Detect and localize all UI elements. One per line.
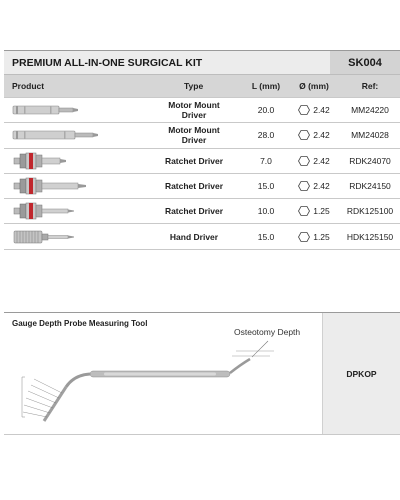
header-length: L (mm) [251, 81, 281, 91]
row-diameter: 1.25 [288, 232, 340, 242]
hexagon-icon [298, 105, 310, 115]
row-length: 15.0 [257, 231, 275, 242]
row-type: Motor Mount Driver [168, 125, 220, 146]
osteotomy-depth-label: Osteotomy Depth [234, 327, 301, 337]
row-ref: MM24028 [351, 130, 389, 141]
row-type: Ratchet Driver [164, 155, 224, 166]
header-type: Type [184, 81, 204, 91]
table-header [4, 74, 400, 97]
row-length: 10.0 [257, 206, 275, 217]
row-length: 7.0 [260, 155, 272, 166]
hexagon-icon [298, 181, 310, 191]
row-ref: RDK24150 [349, 181, 391, 192]
product-image [4, 123, 144, 147]
ratchet-driver-icon [12, 176, 92, 196]
row-diameter: 2.42 [288, 181, 340, 191]
row-type: Ratchet Driver [164, 206, 224, 217]
table-row [4, 97, 400, 122]
gauge-ref: DPKOP [322, 313, 400, 434]
table-row [4, 148, 400, 173]
hand-driver-icon [12, 227, 82, 247]
header-ref: Ref: [361, 81, 379, 91]
kit-code: SK004 [330, 51, 400, 74]
table-row [4, 122, 400, 147]
depth-probe-icon [4, 313, 322, 434]
header-diameter: Ø (mm) [299, 81, 329, 91]
gauge-section [4, 312, 400, 435]
row-diameter: 2.42 [288, 156, 340, 166]
row-type: Hand Driver [169, 231, 219, 242]
motor-mount-driver-short-icon [12, 103, 82, 117]
table-row [4, 198, 400, 223]
header-product: Product [12, 81, 45, 91]
product-image [4, 199, 144, 223]
row-diameter: 2.42 [288, 105, 340, 115]
product-image [4, 98, 144, 122]
row-length: 15.0 [257, 181, 275, 192]
hexagon-icon [298, 130, 310, 140]
table-row [4, 223, 400, 249]
motor-mount-driver-long-icon [12, 128, 102, 142]
gauge-title: Gauge Depth Probe Measuring Tool [12, 319, 148, 328]
ratchet-driver-icon [12, 151, 76, 171]
product-image [4, 174, 144, 198]
kit-title-row [4, 50, 400, 74]
row-length: 20.0 [257, 105, 275, 116]
row-diameter: 1.25 [288, 206, 340, 216]
gauge-image-panel [4, 313, 322, 434]
row-length: 28.0 [257, 130, 275, 141]
product-image [4, 224, 144, 248]
row-type: Motor Mount Driver [168, 100, 220, 121]
kit-table [4, 50, 400, 250]
product-image [4, 149, 144, 173]
row-ref: RDK125100 [346, 206, 394, 217]
row-ref: HDK125150 [346, 231, 394, 242]
hexagon-icon [298, 232, 310, 242]
ratchet-driver-icon [12, 201, 82, 221]
hexagon-icon [298, 206, 310, 216]
row-diameter: 2.42 [288, 130, 340, 140]
table-row [4, 173, 400, 198]
kit-title: PREMIUM ALL-IN-ONE SURGICAL KIT [12, 56, 203, 69]
row-type: Ratchet Driver [164, 181, 224, 192]
row-ref: RDK24070 [349, 155, 391, 166]
row-ref: MM24220 [351, 105, 389, 116]
hexagon-icon [298, 156, 310, 166]
